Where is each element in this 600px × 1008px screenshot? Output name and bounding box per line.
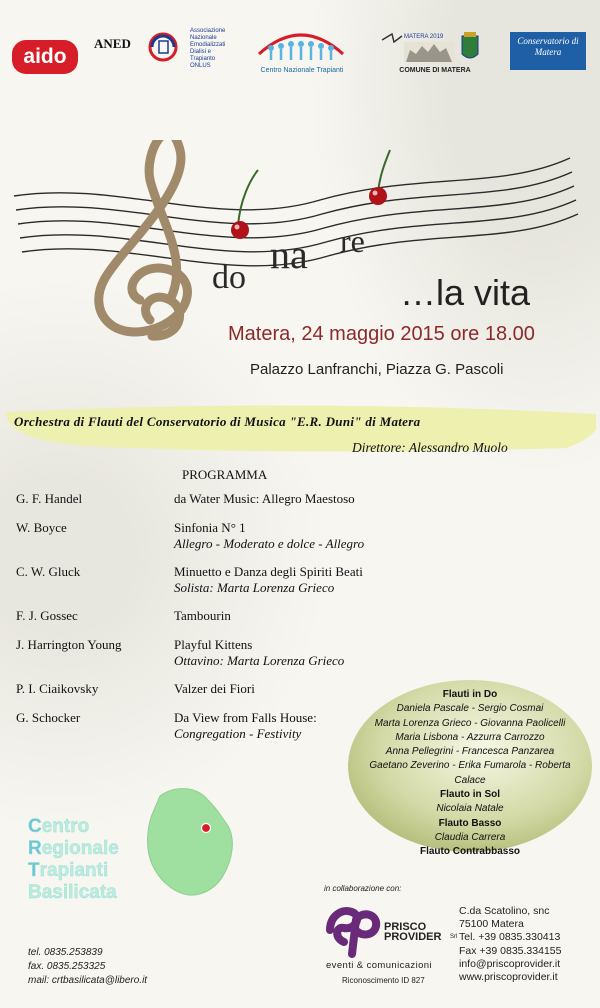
prisco-email[interactable]: info@priscoprovider.it [459, 957, 561, 970]
program-composer: W. Boyce [16, 520, 67, 535]
comune-label: COMUNE DI MATERA [399, 67, 471, 74]
flutes-sol-player: Nicolaia Natale [436, 803, 504, 815]
flutes-list [350, 688, 590, 860]
program-piece: Playful Kittens Ottavino: Marta Lorenza Grieco [174, 637, 345, 668]
event-venue: Palazzo Lanfranchi, Piazza G. Pascoli [250, 361, 504, 378]
prisco-provider-name: PRISCO PROVIDER [384, 921, 442, 943]
flutes-basso-player: Claudia Carrera [434, 831, 506, 843]
crt-mail[interactable]: mail: crtbasilicata@libero.it [28, 975, 148, 986]
flutes-do-player: Marta Lorenza Grieco - Giovanna Paolicelli [374, 717, 566, 729]
conservatorio-logo: Conservatorio di Matera [510, 32, 586, 70]
flutes-do-player: Daniela Pascale - Sergio Cosmai [396, 703, 544, 715]
orchestra-director: Direttore: Alessandro Muolo [352, 440, 508, 455]
cnt-logo-icon [253, 24, 349, 68]
prisco-id: Riconoscimento ID 827 [342, 976, 425, 985]
aned-association-text: Associazione Nazionale Emodializzati Dialisi e Trapianto ONLUS [190, 28, 226, 69]
program-piece: Da View from Falls House: Congregation - Festivity [174, 710, 317, 741]
cnt-label: Centro Nazionale Trapianti [260, 67, 344, 74]
title-na: na [270, 232, 308, 277]
prisco-address: C.da Scatolino, snc [459, 905, 550, 917]
program-composer: C. W. Gluck [16, 564, 81, 579]
basilicata-map-icon [140, 782, 240, 900]
flutes-do-player: Calace [454, 774, 486, 786]
program-piece: Minuetto e Danza degli Spiriti Beati Solista: Marta Lorenza Grieco [174, 564, 363, 595]
program-composer: P. I. Ciaikovsky [16, 681, 99, 696]
prisco-provider-logo-icon [322, 904, 382, 958]
flutes-do-player: Maria Lisbona - Azzurra Carrozzo [395, 731, 545, 743]
orchestra-name: Orchestra di Flauti del Conservatorio di Musica "E.R. Duni" di Matera [14, 414, 421, 429]
flutes-do-title: Flauti in Do [442, 689, 498, 700]
flutes-sol-title: Flauto in Sol [440, 789, 500, 801]
prisco-website[interactable]: www.priscoprovider.it [459, 971, 558, 984]
cherries-icon [231, 150, 390, 239]
flutes-do-player: Gaetano Zeverino - Erika Fumarola - Roberta [369, 760, 571, 772]
program-composer: J. Harrington Young [16, 637, 122, 652]
prisco-fax: Fax +39 0835.334155 [459, 944, 562, 957]
program-composer: F. J. Gossec [16, 608, 78, 623]
title-re: re [340, 223, 365, 259]
title-do: do [212, 259, 246, 296]
program-composer: G. Schocker [16, 710, 81, 725]
crt-fax: fax. 0835.253325 [28, 961, 106, 972]
prisco-tagline: eventi & comunicazioni [326, 960, 432, 971]
prisco-srl: Srl [450, 934, 458, 940]
aned-emblem-icon [148, 32, 178, 62]
crt-logo-text: Centro Regionale Trapianti Basilicata [28, 816, 119, 903]
event-date: Matera, 24 maggio 2015 ore 18.00 [228, 323, 535, 345]
prisco-tel: Tel. +39 0835.330413 [459, 931, 561, 944]
crt-tel: tel. 0835.253839 [28, 947, 103, 958]
aido-logo: aido [12, 40, 78, 74]
title-la-vita: …la vita [400, 272, 531, 313]
program-piece: Valzer dei Fiori [174, 681, 255, 696]
crt-contacts [28, 946, 147, 988]
program-composer: G. F. Handel [16, 491, 83, 506]
program-piece: Tambourin [174, 608, 231, 623]
program-title: PROGRAMMA [182, 467, 268, 482]
prisco-contacts [459, 905, 561, 984]
flutes-contrabbasso-title: Flauto Contrabbasso [419, 846, 520, 858]
flutes-do-player: Anna Pellegrini - Francesca Panzarea [385, 746, 555, 758]
matera-2019-text: MATERA 2019 [404, 34, 444, 40]
aned-logo-text: ANED [94, 36, 131, 51]
program-piece: Sinfonia N° 1 Allegro - Moderato e dolce - Allegro [174, 520, 365, 551]
flutes-basso-title: Flauto Basso [438, 817, 502, 829]
prisco-city: 75100 Matera [459, 918, 524, 931]
matera-logo-icon [380, 28, 490, 68]
collaboration-label: in collaborazione con: [324, 884, 402, 893]
program-piece: da Water Music: Allegro Maestoso [174, 491, 355, 506]
